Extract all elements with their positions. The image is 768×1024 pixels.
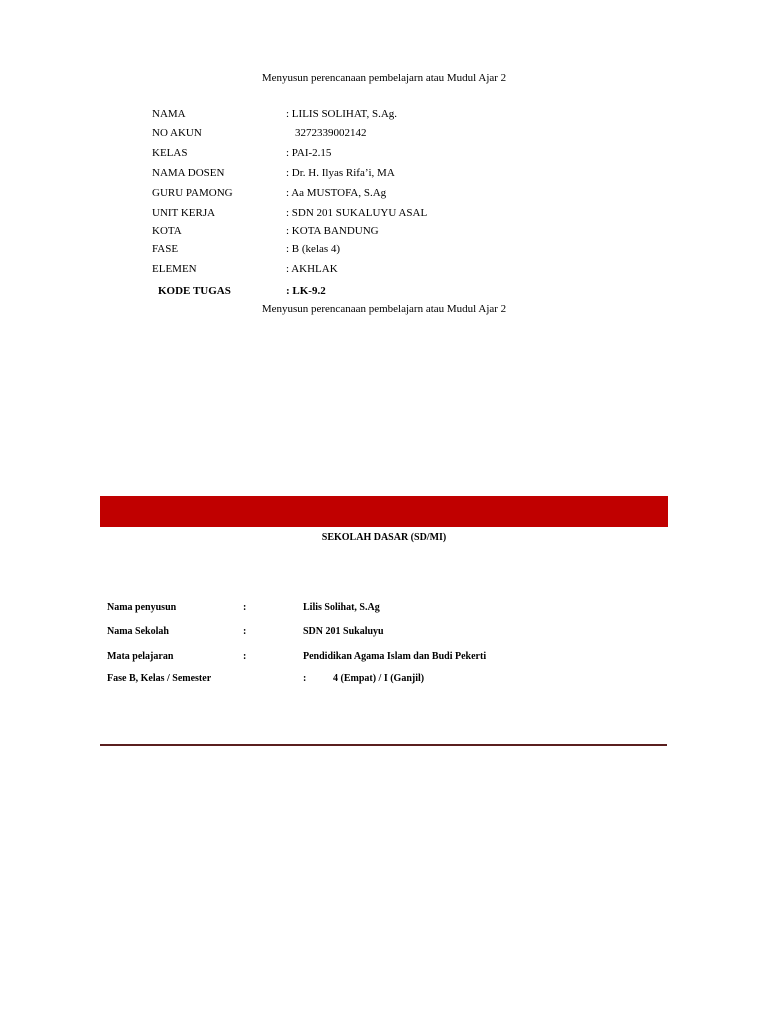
label-nama-dosen: NAMA DOSEN bbox=[152, 167, 225, 179]
colon: : bbox=[303, 673, 307, 684]
label-nama-sekolah: Nama Sekolah bbox=[107, 626, 169, 637]
label-mata-pelajaran: Mata pelajaran bbox=[107, 651, 174, 662]
horizontal-rule bbox=[100, 744, 667, 746]
value-nama-penyusun: Lilis Solihat, S.Ag bbox=[303, 602, 380, 613]
label-fase: FASE bbox=[152, 243, 179, 255]
label-nama: NAMA bbox=[152, 108, 186, 120]
document-subtitle: Menyusun perencanaan pembelajarn atau Mudul Ajar 2 bbox=[261, 303, 507, 315]
value-mata-pelajaran: Pendidikan Agama Islam dan Budi Pekerti bbox=[303, 651, 487, 662]
value-fase: : B (kelas 4) bbox=[286, 243, 341, 255]
label-kelas: KELAS bbox=[152, 147, 188, 159]
label-guru-pamong: GURU PAMONG bbox=[152, 187, 233, 199]
value-kelas: : PAI-2.15 bbox=[286, 147, 332, 159]
value-guru-pamong: : Aa MUSTOFA, S.Ag bbox=[286, 187, 387, 199]
label-kota: KOTA bbox=[152, 225, 182, 237]
colon: : bbox=[243, 626, 247, 637]
label-nama-penyusun: Nama penyusun bbox=[107, 602, 177, 613]
value-nama-dosen: : Dr. H. Ilyas Rifa’i, MA bbox=[286, 167, 395, 179]
label-no-akun: NO AKUN bbox=[152, 127, 202, 139]
label-unit-kerja: UNIT KERJA bbox=[152, 207, 216, 219]
section-title: SEKOLAH DASAR (SD/MI) bbox=[321, 532, 447, 543]
label-fase-kelas-semester: Fase B, Kelas / Semester bbox=[107, 673, 212, 684]
value-nama-sekolah: SDN 201 Sukaluyu bbox=[303, 626, 384, 637]
document-title: Menyusun perencanaan pembelajarn atau Mudul Ajar 2 bbox=[261, 72, 507, 84]
colon: : bbox=[243, 651, 247, 662]
value-unit-kerja: : SDN 201 SUKALUYU ASAL bbox=[286, 207, 428, 219]
value-elemen: : AKHLAK bbox=[286, 263, 338, 275]
value-no-akun: 3272339002142 bbox=[295, 127, 367, 139]
colon: : bbox=[243, 602, 247, 613]
value-kota: : KOTA BANDUNG bbox=[286, 225, 379, 237]
red-banner bbox=[100, 496, 668, 527]
label-elemen: ELEMEN bbox=[152, 263, 197, 275]
value-kode-tugas: : LK-9.2 bbox=[286, 285, 326, 297]
value-fase-kelas-semester: 4 (Empat) / I (Ganjil) bbox=[333, 673, 425, 684]
label-kode-tugas: KODE TUGAS bbox=[158, 285, 231, 297]
value-nama: : LILIS SOLIHAT, S.Ag. bbox=[286, 108, 398, 120]
